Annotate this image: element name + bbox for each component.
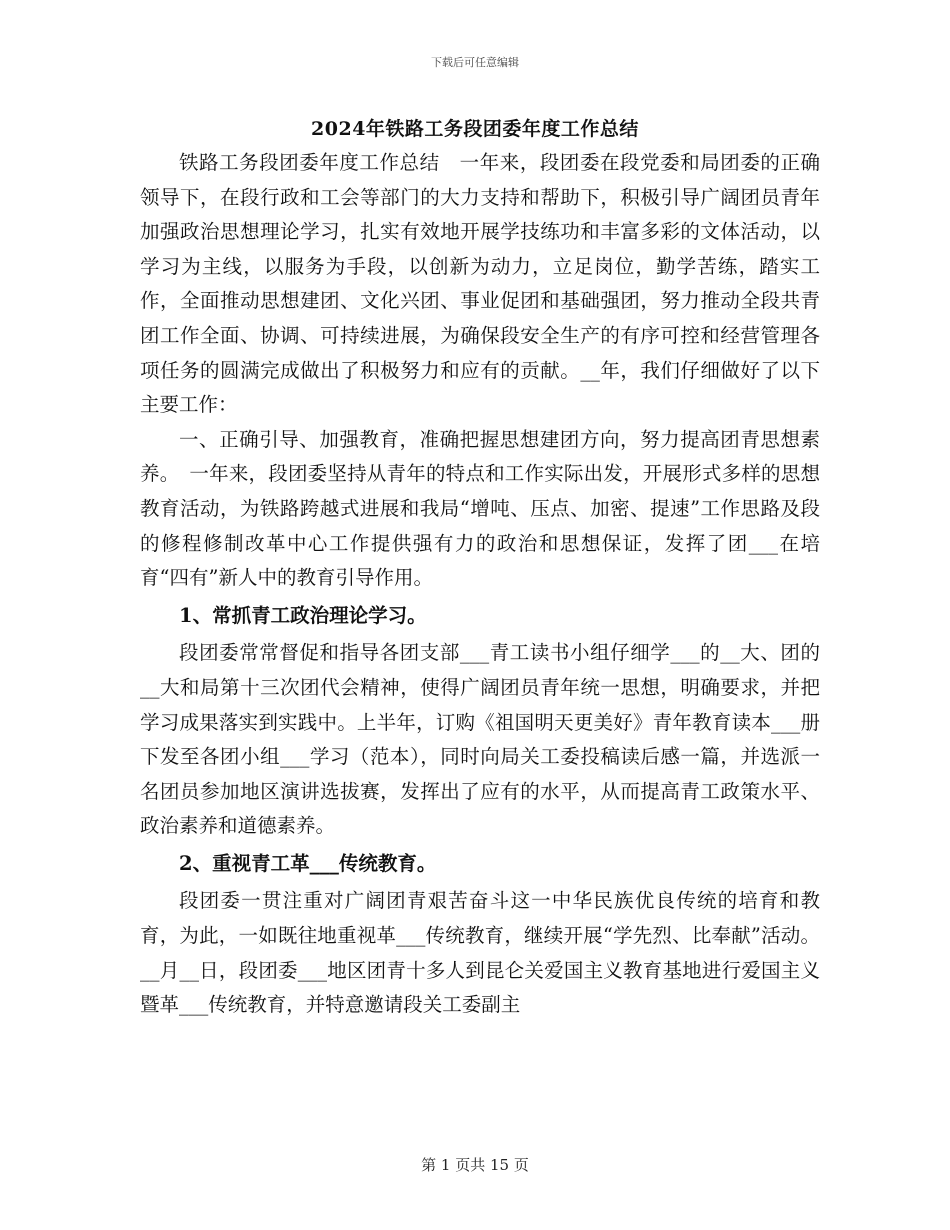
document-body — [140, 146, 820, 1023]
page-header-note: 下载后可任意编辑 — [431, 56, 519, 69]
paragraph-section-one: 一、正确引导、加强教育，准确把握思想建团方向，努力提高团青思想素养。 一年来，段团委坚持从青年的特点和工作实际出发，开展形式多样的思想教育活动，为铁路跨越式进展和我局“增吨、压点、加密、提速”工作思路及段的修程修制改革中心工作提供强有力的政治和思想保证，发挥了团___在培育“四有”新人中的教育引导作用。 — [140, 427, 820, 590]
paragraph-tradition: 段团委一贯注重对广阔团青艰苦奋斗这一中华民族优良传统的培育和教育，为此，一如既往地重视革___传统教育，继续开展“学先烈、比奉献”活动。__月__日，段团委___地区团青十多人到昆仑关爱国主义教育基地进行爱国主义暨革___传统教育，并特意邀请段关工委副主 — [140, 889, 820, 1017]
paragraph-study: 段团委常常督促和指导各团支部___青工读书小组仔细学___的__大、团的__大和局第十三次团代会精神，使得广阔团员青年统一思想，明确要求，并把学习成果落实到实践中。上半年，订购《祖国明天更美好》青年教育读本___册下发至各团小组___学习（范本），同时向局关工委投稿读后感一篇，并选派一名团员参加地区演讲选拔赛，发挥出了应有的水平，从而提高青工政策水平、政治素养和道德素养。 — [140, 641, 820, 838]
subheading-1: 1、常抓青工政治理论学习。 — [179, 603, 427, 627]
page-footer-number: 第 1 页共 15 页 — [421, 1156, 529, 1174]
paragraph-intro: 铁路工务段团委年度工作总结 一年来，段团委在段党委和局团委的正确领导下，在段行政和工会等部门的大力支持和帮助下，积极引导广阔团员青年加强政治思想理论学习，扎实有效地开展学技练功和丰富多彩的文体活动，以学习为主线，以服务为手段，以创新为动力，立足岗位，勤学苦练，踏实工作，全面推动思想建团、文化兴团、事业促团和基础强团，努力推动全段共青团工作全面、协调、可持续进展，为确保段安全生产的有序可控和经营管理各项任务的圆满完成做出了积极努力和应有的贡献。__年，我们仔细做好了以下主要工作： — [140, 151, 820, 417]
subheading-2: 2、重视青工革___传统教育。 — [179, 851, 437, 875]
document-title: 2024年铁路工务段团委年度工作总结 — [311, 118, 639, 140]
